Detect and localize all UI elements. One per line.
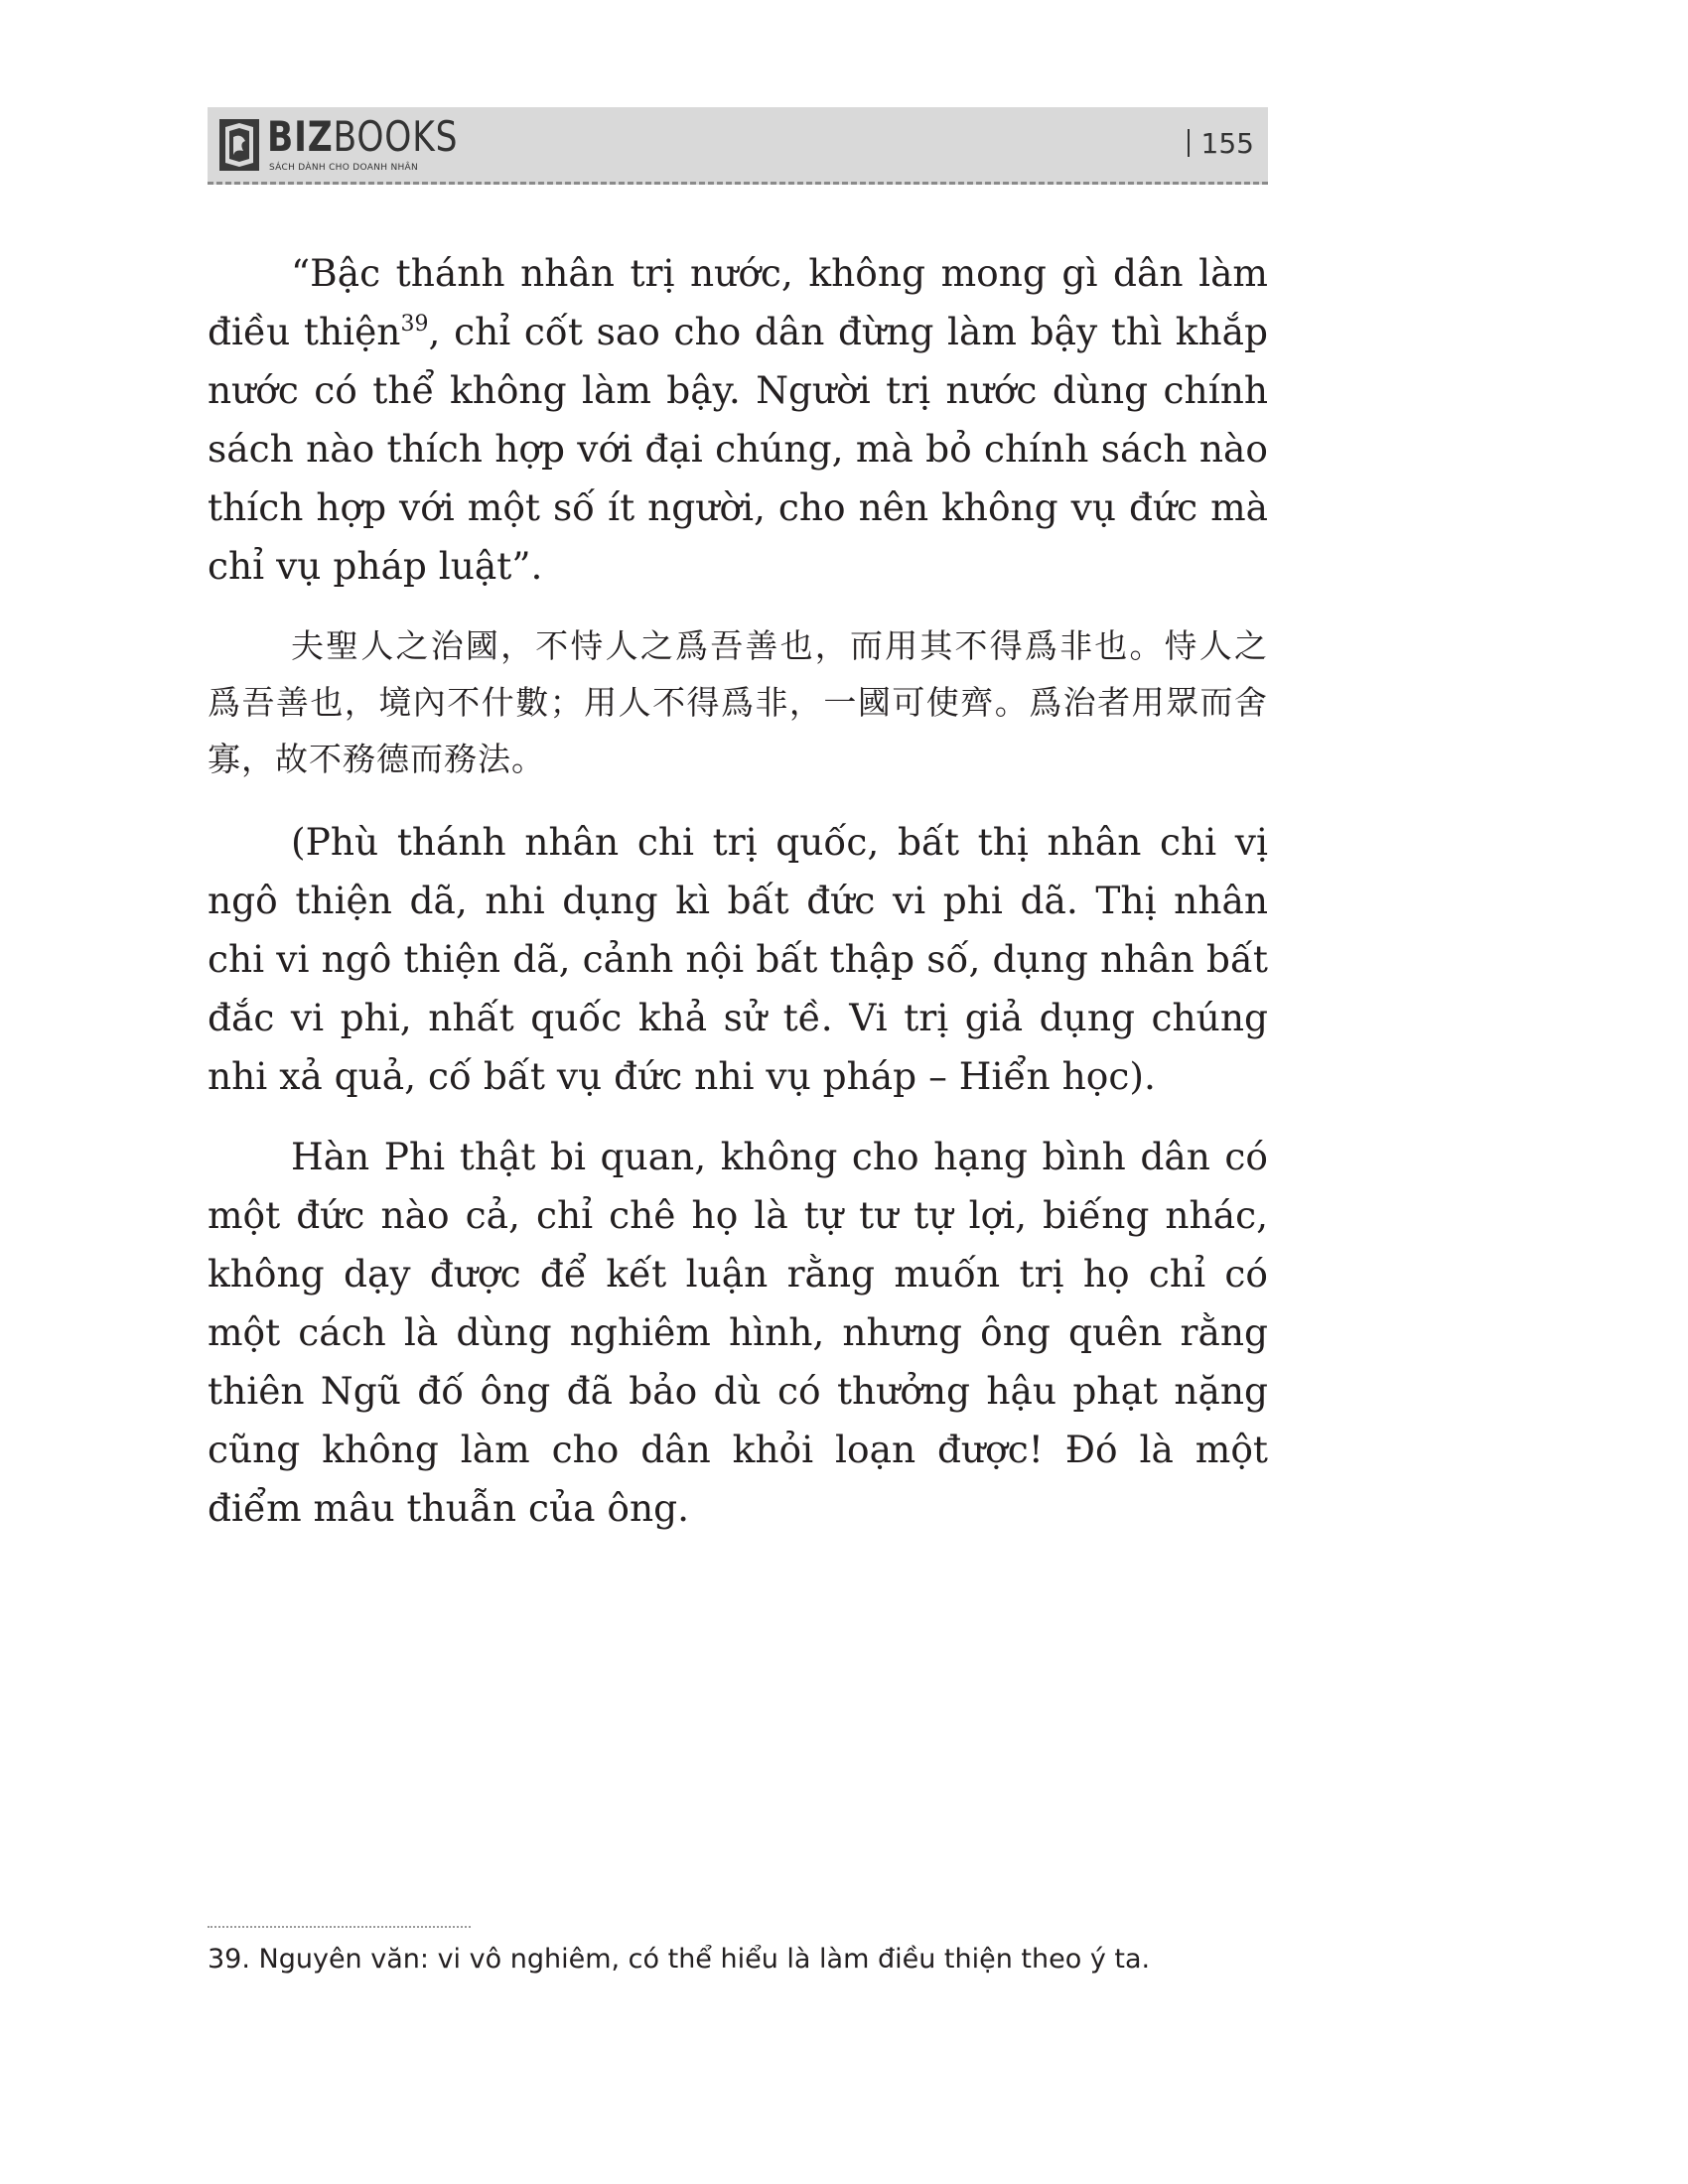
brand-name [267,113,458,161]
commentary-paragraph: Hàn Phi thật bi quan, không cho hạng bình dân có một đức nào cả, chỉ chê họ là tự tư tự lợi, biếng nhác, không dạy được để kết luận rằng muốn trị họ chỉ có một cách là dùng nghiêm hình, nhưng ông quên rằng thiên Ngũ đố ông đã bảo dù có thưởng hậu phạt nặng cũng không làm cho dân khỏi loạn được! Đó là một điểm mâu thuẫn của ông. [208,1135,1268,1530]
page-number-divider [1188,129,1190,157]
brand-tagline: SÁCH DÀNH CHO DOANH NHÂN [269,163,419,173]
footnote: 39. Nguyên văn: vi vô nghiêm, có thể hiểu là làm điều thiện theo ý ta. [208,1944,1151,1975]
quote-text-start: “Bậc thánh nhân trị nước, không mong gì dân làm điều thiện [208,251,1268,353]
page-number [1188,127,1254,161]
brand-name-bold: BIZ [267,112,334,161]
quote-paragraph [208,244,1268,596]
page-header [208,107,1268,185]
quote-text-rest: , chỉ cốt sao cho dân đừng làm bậy thì khắp nước có thể không làm bậy. Người trị nước dùng chính sách nào thích hợp với đại chúng, mà bỏ chính sách nào thích hợp với một số ít người, cho nên không vụ đức mà chỉ vụ pháp luật”. [208,310,1268,588]
footnote-divider [208,1926,471,1928]
page-number-value: 155 [1200,127,1254,160]
bizbooks-logo-icon [219,119,259,171]
brand-name-light: BOOKS [333,112,459,161]
footnote-reference: 39 [400,312,429,337]
transliteration-paragraph: (Phù thánh nhân chi trị quốc, bất thị nhân chi vị ngô thiện dã, nhi dụng kì bất đức vi phi dã. Thị nhân chi vi ngô thiện dã, cảnh nội bất thập số, dụng nhân bất đắc vi phi, nhất quốc khả sử tề. Vi trị giả dụng chúng nhi xả quả, cố bất vụ đức nhi vụ pháp – Hiển học). [208,820,1268,1098]
page-body [208,244,1268,1560]
chinese-original-paragraph: 夫聖人之治國，不恃人之爲吾善也，而用其不得爲非也。恃人之爲吾善也，境內不什數；用人不得爲非，一國可使齊。爲治者用眾而舍寡，故不務德而務法。 [208,626,1268,778]
